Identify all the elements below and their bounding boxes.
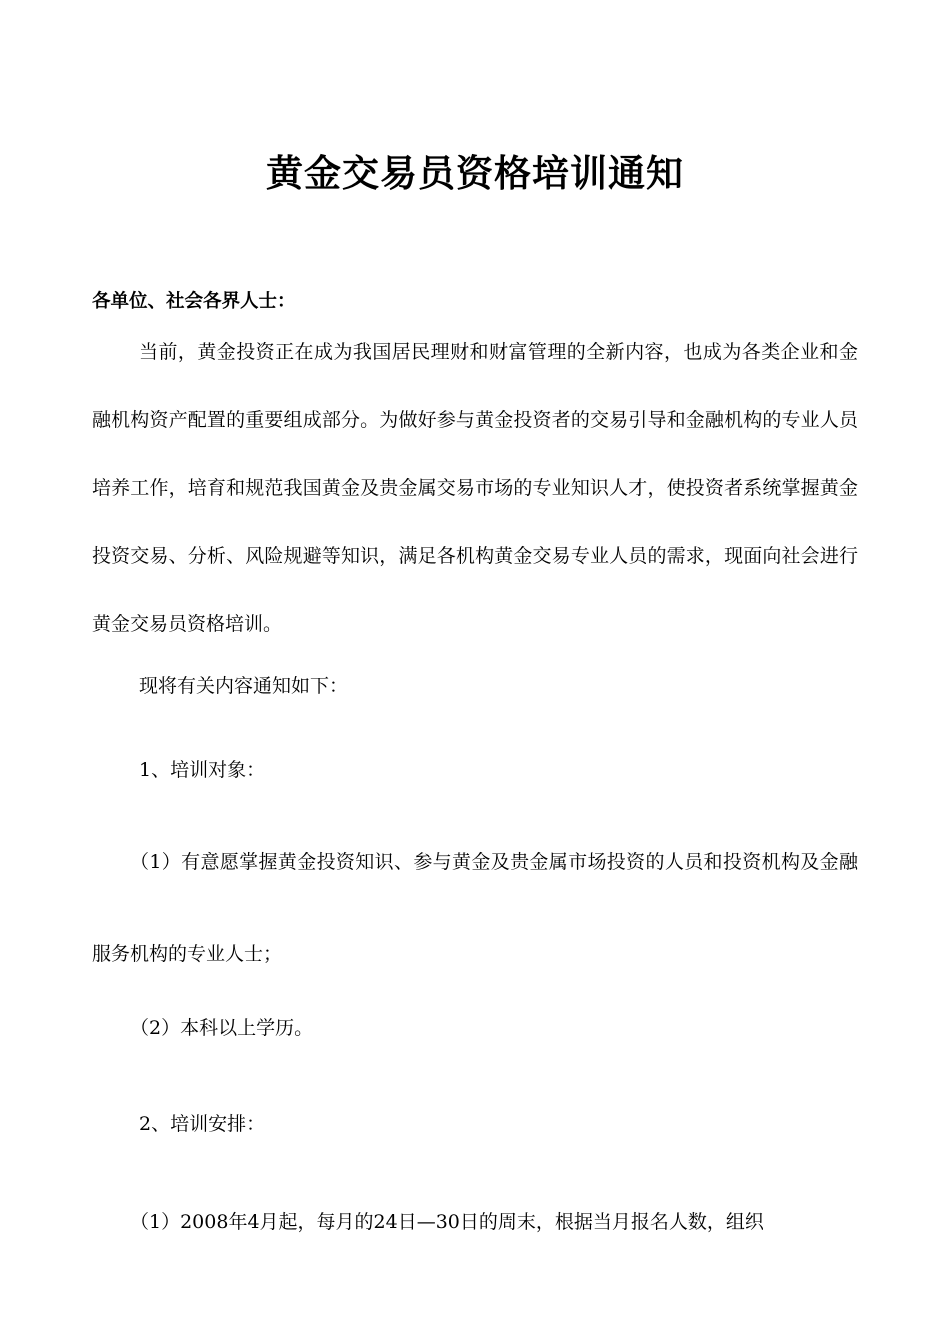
section-2-item-1: （1）2008年4月起，每月的24日—30日的周末，根据当月报名人数，组织 [130,1211,764,1233]
salutation: 各单位、社会各界人士： [92,291,296,312]
page-title: 黄金交易员资格培训通知 [266,152,684,195]
intro-paragraph: 当前，黄金投资正在成为我国居民理财和财富管理的全新内容，也成为各类企业和金融机构资产配置的重要组成部分。为做好参与黄金投资者的交易引导和金融机构的专业人员培养工作，培育和规范我国黄金及贵金属交易市场的专业知识人才，使投资者系统掌握黄金投资交易、分析、风险规避等知识，满足各机构黄金交易专业人员的需求，现面向社会进行黄金交易员资格培训。 [92,341,858,635]
notice-lead: 现将有关内容通知如下： [139,675,349,697]
section-1-item-1: （1）有意愿掌握黄金投资知识、参与黄金及贵金属市场投资的人员和投资机构及金融服务机构的专业人士； [92,851,858,965]
section-2-heading: 2、培训安排： [139,1113,266,1135]
section-1-heading: 1、培训对象： [139,759,266,781]
section-1-item-2: （2）本科以上学历。 [130,1017,314,1039]
